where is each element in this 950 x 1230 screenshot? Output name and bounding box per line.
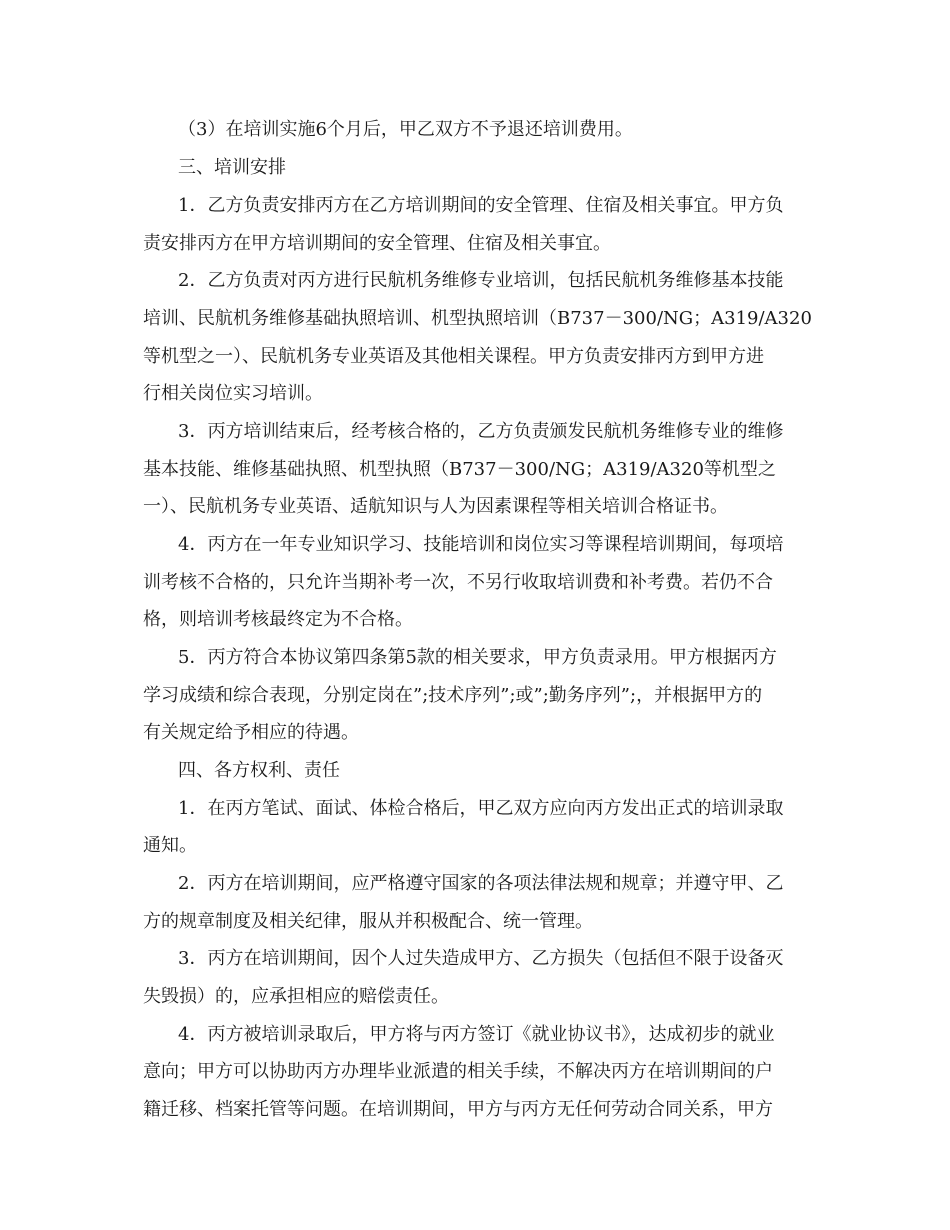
text-line: 4．丙方在一年专业知识学习、技能培训和岗位实习等课程培训期间，每项培 — [178, 534, 784, 555]
text-line: 等机型之一）、民航机务专业英语及其他相关课程。甲方负责安排丙方到甲方进 — [143, 346, 764, 367]
text-line: 失毁损）的，应承担相应的赔偿责任。 — [143, 986, 449, 1007]
text-line: 4．丙方被培训录取后，甲方将与丙方签订《就业协议书》，达成初步的就业 — [178, 1024, 775, 1045]
section-heading: 三、培训安排 — [178, 157, 286, 178]
text-line: 有关规定给予相应的待遇。 — [143, 722, 359, 743]
text-line: 5．丙方符合本协议第四条第5款的相关要求，甲方负责录用。甲方根据丙方 — [178, 647, 777, 668]
text-line: 方的规章制度及相关纪律，服从并积极配合、统一管理。 — [143, 911, 593, 932]
text-line: 行相关岗位实习培训。 — [143, 383, 323, 404]
text-line: 意向；甲方可以协助丙方办理毕业派遣的相关手续，不解决丙方在培训期间的户 — [143, 1061, 773, 1082]
text-line: 1．乙方负责安排丙方在乙方培训期间的安全管理、住宿及相关事宜。甲方负 — [178, 195, 784, 216]
text-line: 3．丙方培训结束后，经考核合格的，乙方负责颁发民航机务维修专业的维修 — [178, 421, 784, 442]
section-heading: 四、各方权利、责任 — [178, 760, 340, 781]
text-line: 基本技能、维修基础执照、机型执照（B737－300/NG；A319/A320等机型之 — [143, 459, 776, 480]
text-line: 2．丙方在培训期间，应严格遵守国家的各项法律法规和规章；并遵守甲、乙 — [178, 873, 784, 894]
text-line: 籍迁移、档案托管等问题。在培训期间，甲方与丙方无任何劳动合同关系，甲方 — [143, 1099, 773, 1120]
text-line: 通知。 — [143, 835, 197, 856]
text-line: 一）、民航机务专业英语、适航知识与人为因素课程等相关培训合格证书。 — [143, 496, 728, 517]
text-line: 学习成绩和综合表现，分别定岗在”;技术序列”;或”;勤务序列”;，并根据甲方的 — [143, 685, 763, 706]
text-line: 训考核不合格的，只允许当期补考一次，不另行收取培训费和补考费。若仍不合 — [143, 572, 773, 593]
text-line: （3）在培训实施6个月后，甲乙双方不予退还培训费用。 — [178, 119, 633, 140]
text-line: 责安排丙方在甲方培训期间的安全管理、住宿及相关事宜。 — [143, 233, 611, 254]
text-line: 格，则培训考核最终定为不合格。 — [143, 609, 413, 630]
text-line: 3．丙方在培训期间，因个人过失造成甲方、乙方损失（包括但不限于设备灭 — [178, 948, 784, 969]
text-line: 2．乙方负责对丙方进行民航机务维修专业培训，包括民航机务维修基本技能 — [178, 270, 784, 291]
text-line: 1．在丙方笔试、面试、体检合格后，甲乙双方应向丙方发出正式的培训录取 — [178, 798, 784, 819]
text-line: 培训、民航机务维修基础执照培训、机型执照培训（B737－300/NG；A319/A320 — [143, 308, 812, 329]
